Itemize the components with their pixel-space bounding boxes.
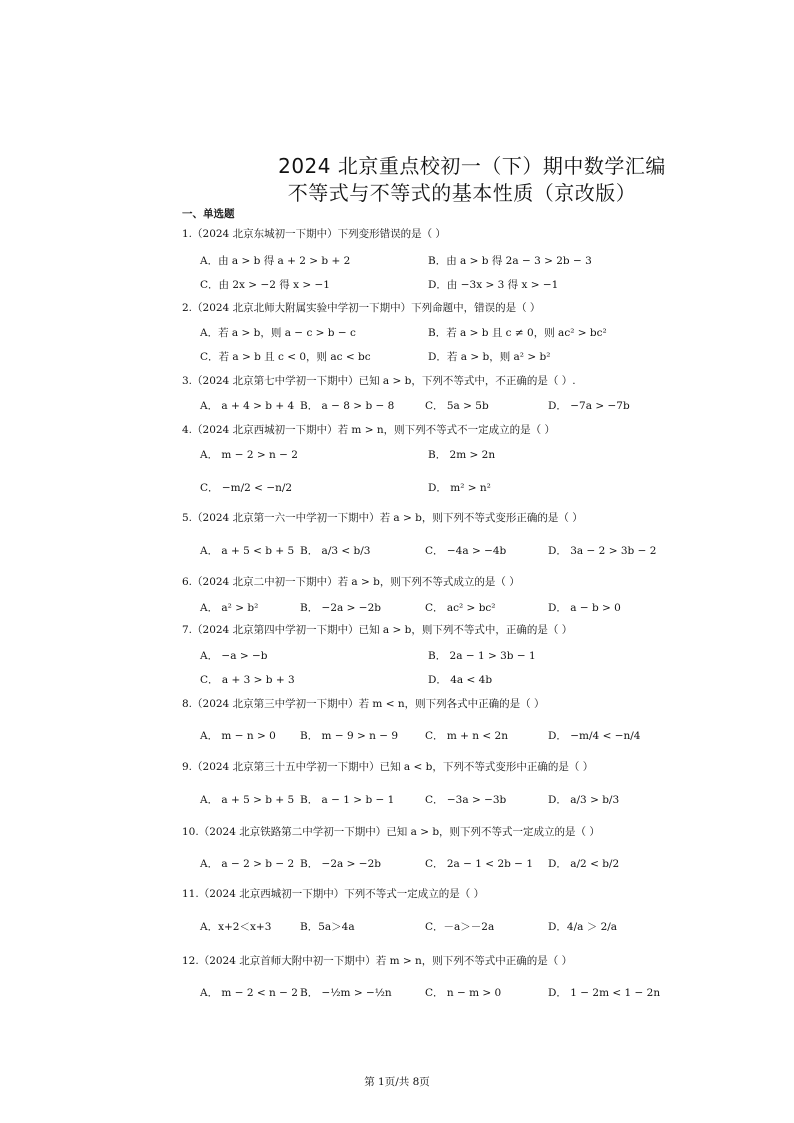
answer-option: B． 2a − 1 > 3b − 1 — [428, 650, 536, 662]
answer-option: D． 4a < 4b — [428, 674, 493, 686]
answer-option: A．若 a > b，则 a − c > b − c — [200, 327, 356, 339]
answer-option: D． a − b > 0 — [548, 602, 621, 614]
question-stem: 1.（2024 北京东城初一下期中）下列变形错误的是（ ） — [182, 228, 446, 240]
question-stem: 7.（2024 北京第四中学初一下期中）已知 a > b，则下列不等式中，正确的是（ ） — [182, 624, 573, 636]
question-stem: 8.（2024 北京第三中学初一下期中）若 m < n，则下列各式中正确的是（ ） — [182, 698, 545, 710]
section-heading: 一、单选题 — [182, 208, 235, 220]
answer-option: D． a/2 < b/2 — [548, 858, 620, 870]
document-title-line2: 不等式与不等式的基本性质（京改版） — [287, 181, 637, 205]
answer-option: C． ac² > bc² — [425, 602, 496, 614]
answer-option: A． a − 2 > b − 2 — [200, 858, 295, 870]
question-stem: 12.（2024 北京首师大附中初一下期中）若 m > n，则下列不等式中正确的是（ ） — [182, 955, 573, 967]
document-title-line1: 2024 北京重点校初一（下）期中数学汇编 — [278, 154, 666, 178]
answer-option: B． −2a > −2b — [300, 858, 381, 870]
question-stem: 4.（2024 北京西城初一下期中）若 m > n，则下列不等式不一定成立的是（ ） — [182, 424, 555, 436]
answer-option: D． 3a − 2 > 3b − 2 — [548, 545, 657, 557]
answer-option: A． a + 5 > b + 5 — [200, 794, 295, 806]
answer-option: B． a − 8 > b − 8 — [300, 400, 395, 412]
answer-option: C．－a＞－2a — [425, 921, 495, 933]
answer-option: C． a + 3 > b + 3 — [200, 674, 295, 686]
answer-option: D． −7a > −7b — [548, 400, 630, 412]
question-stem: 5.（2024 北京第一六一中学初一下期中）若 a > b，则下列不等式变形正确的是（ ） — [182, 512, 583, 524]
answer-option: B． a/3 < b/3 — [300, 545, 371, 557]
answer-option: A．由 a > b 得 a + 2 > b + 2 — [200, 255, 351, 267]
answer-option: A． a + 5 < b + 5 — [200, 545, 295, 557]
answer-option: D． a/3 > b/3 — [548, 794, 620, 806]
answer-option: A． −a > −b — [200, 650, 268, 662]
answer-option: A．x+2＜x+3 — [200, 921, 272, 933]
answer-option: D．由 −3x > 3 得 x > −1 — [428, 279, 559, 291]
answer-option: C．若 a > b 且 c < 0，则 ac < bc — [200, 351, 371, 363]
answer-option: C． −4a > −4b — [425, 545, 507, 557]
answer-option: C． n − m > 0 — [425, 987, 502, 999]
answer-option: B． a − 1 > b − 1 — [300, 794, 395, 806]
answer-option: B． −2a > −2b — [300, 602, 381, 614]
answer-option: B． −½m > −½n — [300, 987, 392, 999]
question-stem: 9.（2024 北京第三十五中学初一下期中）已知 a < b，下列不等式变形中正确的是（ ） — [182, 761, 594, 773]
answer-option: C． m + n < 2n — [425, 730, 508, 742]
answer-option: B．5a＞4a — [300, 921, 355, 933]
answer-option: C． −3a > −3b — [425, 794, 507, 806]
question-stem: 3.（2024 北京第七中学初一下期中）已知 a > b，下列不等式中，不正确的是（ ）. — [182, 375, 576, 387]
answer-option: A． m − 2 > n − 2 — [200, 449, 298, 461]
answer-option: C． −m/2 < −n/2 — [200, 482, 293, 494]
answer-option: A． m − 2 < n − 2 — [200, 987, 298, 999]
answer-option: C． 2a − 1 < 2b − 1 — [425, 858, 533, 870]
answer-option: D． −m/4 < −n/4 — [548, 730, 641, 742]
answer-option: D． m² > n² — [428, 482, 491, 494]
question-stem: 2.（2024 北京北师大附属实验中学初一下期中）下列命题中，错误的是（ ） — [182, 302, 541, 314]
question-stem: 10.（2024 北京铁路第二中学初一下期中）已知 a > b，则下列不等式一定成立的是（ ） — [182, 826, 600, 838]
answer-option: A． m − n > 0 — [200, 730, 276, 742]
answer-option: C． 5a > 5b — [425, 400, 489, 412]
answer-option: D．4/a ＞ 2/a — [548, 921, 618, 933]
answer-option: B．由 a > b 得 2a − 3 > 2b − 3 — [428, 255, 592, 267]
answer-option: C．由 2x > −2 得 x > −1 — [200, 279, 330, 291]
answer-option: A． a + 4 > b + 4 — [200, 400, 295, 412]
question-stem: 6.（2024 北京二中初一下期中）若 a > b，则下列不等式成立的是（ ） — [182, 576, 520, 588]
answer-option: B． 2m > 2n — [428, 449, 496, 461]
page-footer: 第 1页/共 8页 — [364, 1076, 430, 1088]
answer-option: B．若 a > b 且 c ≠ 0，则 ac² > bc² — [428, 327, 607, 339]
answer-option: D． 1 − 2m < 1 − 2n — [548, 987, 661, 999]
answer-option: B． m − 9 > n − 9 — [300, 730, 399, 742]
answer-option: D．若 a > b，则 a² > b² — [428, 351, 551, 363]
answer-option: A． a² > b² — [200, 602, 259, 614]
question-stem: 11.（2024 北京西城初一下期中）下列不等式一定成立的是（ ） — [182, 888, 485, 900]
